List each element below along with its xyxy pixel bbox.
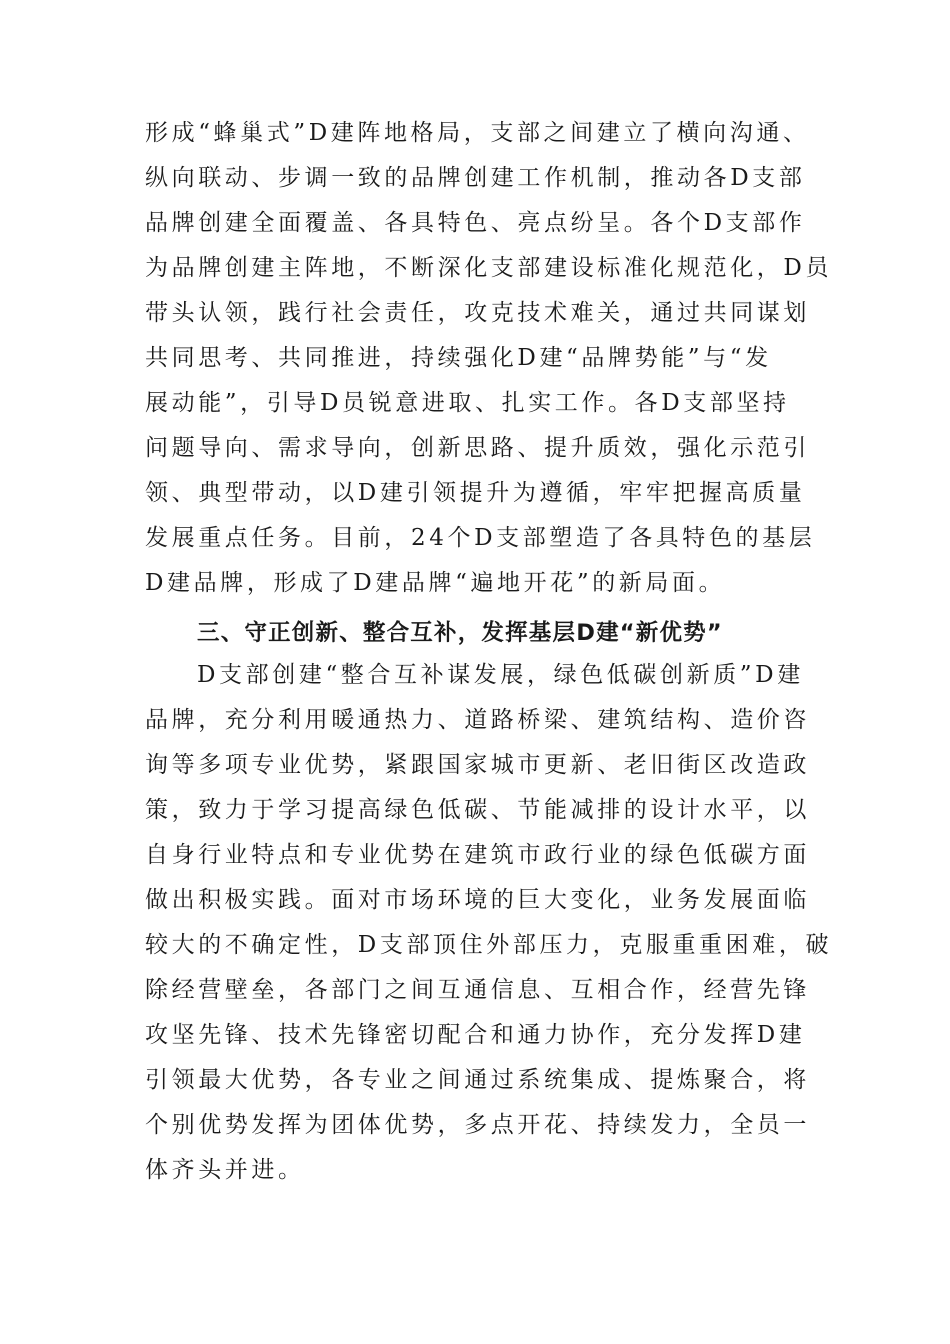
paragraph-2 — [145, 653, 833, 1193]
text-line: 除经营壁垒，各部门之间互通信息、互相合作，经营先锋 — [145, 977, 810, 1003]
text-line: D支部创建“整合互补谋发展，绿色低碳创新质”D建 — [197, 662, 804, 688]
text-line: 为品牌创建主阵地，不断深化支部建设标准化规范化，D员 — [145, 255, 833, 281]
text-line: 品牌，充分利用暖通热力、道路桥梁、建筑结构、造价咨 — [145, 707, 810, 733]
text-line: 较大的不确定性，D支部顶住外部压力，克服重重困难，破 — [145, 932, 833, 958]
text-line: 询等多项专业优势，紧跟国家城市更新、老旧街区改造政 — [145, 752, 810, 778]
text-line: 策，致力于学习提高绿色低碳、节能减排的设计水平，以 — [145, 797, 810, 823]
text-line: 问题导向、需求导向，创新思路、提升质效，强化示范引 — [145, 435, 810, 461]
text-line: 品牌创建全面覆盖、各具特色、亮点纷呈。各个D支部作 — [145, 210, 806, 236]
text-line: 攻坚先锋、技术先锋密切配合和通力协作，充分发挥D建 — [145, 1022, 806, 1048]
text-line: D建品牌，形成了D建品牌“遍地开花”的新局面。 — [145, 570, 726, 596]
section-heading-text: 三、守正创新、整合互补，发挥基层D建“新优势” — [197, 620, 723, 646]
text-line: 做出积极实践。面对市场环境的巨大变化，业务发展面临 — [145, 887, 810, 913]
section-heading — [145, 611, 810, 656]
text-line: 纵向联动、步调一致的品牌创建工作机制，推动各D支部 — [145, 165, 806, 191]
text-line: 引领最大优势，各专业之间通过系统集成、提炼聚合，将 — [145, 1067, 810, 1093]
text-line: 带头认领，践行社会责任，攻克技术难关，通过共同谋划 — [145, 300, 810, 326]
text-line: 发展重点任务。目前，24个D支部塑造了各具特色的基层 — [145, 525, 816, 551]
text-line: 形成“蜂巢式”D建阵地格局，支部之间建立了横向沟通、 — [145, 120, 810, 146]
text-line: 领、典型带动，以D建引领提升为遵循，牢牢把握高质量 — [145, 480, 806, 506]
text-line: 个别优势发挥为团体优势，多点开花、持续发力，全员一 — [145, 1112, 810, 1138]
text-line: 共同思考、共同推进，持续强化D建“品牌势能”与“发 — [145, 345, 772, 371]
text-line: 展动能”，引导D员锐意进取、扎实工作。各D支部坚持 — [145, 390, 790, 416]
paragraph-1 — [145, 111, 833, 606]
text-line: 体齐头并进。 — [145, 1157, 305, 1183]
text-line: 自身行业特点和专业优势在建筑市政行业的绿色低碳方面 — [145, 842, 810, 868]
